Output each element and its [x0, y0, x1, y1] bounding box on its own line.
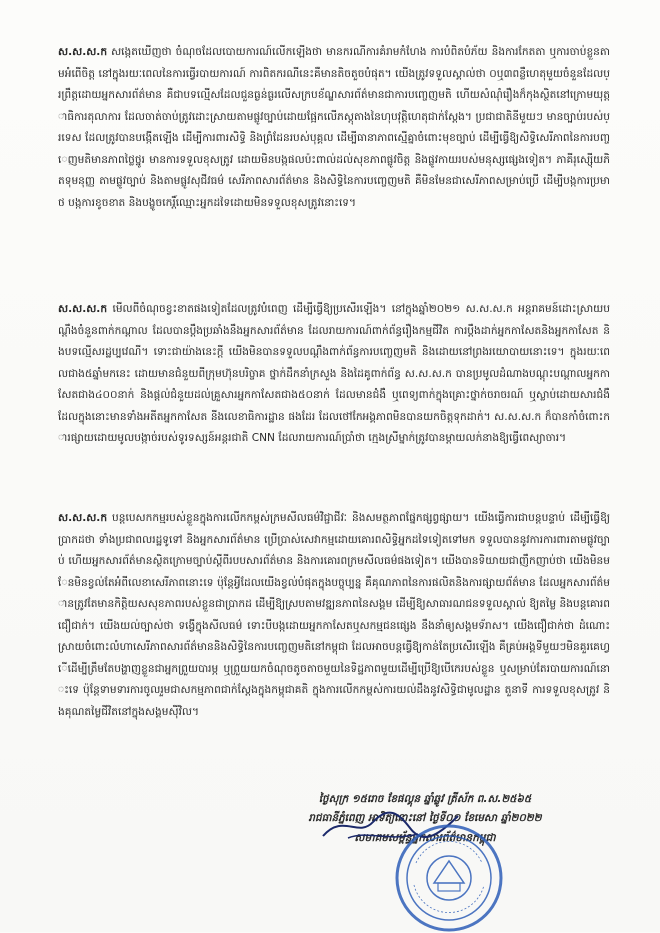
- paragraph-lead: ស.ស.ស.ក: [58, 46, 108, 58]
- paragraph-text: សង្កេតឃើញថា ចំណុចដែលបោយការណ៍លើកឡើងថា មានករណីការគំរាមកំហែង ការបំពិតបំភ័យ និងការកែតតា ឬការចាប់ខ្លួនតាមអំពើចិត្ត នៅក្នុងរយៈពេលនៃការធ្វើរបាយការណ៍ ការពិតករណីនេះគឺមានតិចតួចបំផុត។ យើងត្រូវទទួលស្គាល់ថា ០ឬ៣ពន្លឺហេតុមួយចំនួនដែលប្រព្រឹត្តដោយអ្នកសារព័ត៌មាន គឺជាបទល្មើសដែលជួនធ្ងន់ធ្ងរលើសក្របខ័ណ្ឌសារព័ត៌មានជាការបញ្ចេញមតិ ហើយសំណុំរឿងក៏កុងស្ថិតនៅក្រោមយុត្តាធិការតុលាការ ដែលចាត់ចាប់ត្រូវដោះស្រាយតាមផ្លូវច្បាប់ដោយផ្អែកលើភស្តុតាងនៃហុបវុត្តិហេតុជាក់ស្តែង។ ប្រជាជាតិនីមួយៗ មានច្បាប់របស់ប្រទេស ដែលត្រូវបានបង្កើតឡើង ដើម្បីការពារសិទ្ធិ និងព្រំដែនរបស់បុគ្គល ដើម្បីធានាភាពស្មើគ្នាចំពោះមុខច្បាប់ ដើម្បីធ្វើឱ្យសិទ្ធិសេរីភាពនៃការបញ្ចេញមតិមានភាពថ្លៃថ្នូរ មានការទទួលខុសត្រូវ ដោយមិនបង្កផលប៉ះពាល់ដល់សុខភាពផ្លូវចិត្ត និងផ្លូវកាយរបស់មនុស្សផ្សេងទៀត។ ភាគីរុស្ស៊ើយភិតទុមនុញ្ញ តាមផ្លូវច្បាប់ និងតាមផ្លូវសុជីវធម៌ សេរីភាពសារព័ត៌មាន និងសិទ្ធិនៃការបញ្ចេញមតិ គឺមិនមែនជាសេរីភាពសម្រាប់ប្រើ ដើម្បីបង្កការប្រមាថ បង្កការខូចខាត និងបង្ខូចកេរ្តិ៍ឈ្មោះអ្នកដទៃដោយមិនទទួលខុសត្រូវនោះទេ។: [58, 46, 610, 209]
- paragraph-1: [58, 42, 610, 290]
- document-body: [58, 42, 610, 815]
- paragraph-lead: ស.ស.ស.ក: [58, 512, 108, 524]
- paragraph-2: [58, 299, 610, 499]
- paragraph-3: [58, 508, 610, 806]
- paragraph-text: បន្តបេសកកម្មរបស់ខ្លួនក្នុងការលើកកម្ពស់ក្រមសីលធម៌វិជ្ជាជីវៈ និងសមត្ថភាពផ្នែកផ្សព្វផ្សាយ។ យើងធ្វើការជាបន្តបន្ទាប់ ដើម្បីធ្វើឱ្យប្រាកដថា ទាំងប្រជាពលរដ្ឋទូទៅ និងអ្នកសារព័ត៌មាន ប្រើប្រាស់សេវាកម្មដោយគោរពសិទ្ធិអ្នកដទៃទៀតទៅមក ទទួលបាននូវការការពារតាមផ្លូវច្បាប់ ហើយអ្នកសារព័ត៌មានស្ថិតក្រោមច្បាប់ស្តីពីរបបសារព័ត៌មាន និងការគោរពក្រមសីលធម៌ផងទៀត។ យើងបានទិយាយជាញឹកញាប់ថា យើងមិនមែនមិនខ្វល់តែអំពីលេខាសេរីភាពនោះទេ ប៉ុន្តែអ្វីដែលយើងខ្វល់បំផុតក្នុងបច្ចុប្បន្ន គឺគុណភាពនៃការផលិតនិងការផ្សាយព័ត៌មាន ដែលអ្នកសារព័ត៌មានត្រូវតែមានកិត្តិយសសុខភាពរបស់ខ្លួនជាប្រាកដ ដើម្បីឱ្យស្របតាមវឌ្ឍនភាពនៃសង្គម ដើម្បីឱ្យសាធារណជនទទួលស្គាល់ ឱ្យតម្លៃ និងបន្តគោរពជឿជាក់។ យើងយល់ច្បាស់ថា ទង្វើក្នុងសីលធម៌ ទោះបីបង្កដោយអ្នកកាសែតឬសកម្មជនផ្សេង នឹងនាំឲ្យសង្គមទ័រាស។ យើងជឿជាក់ថា ដំណោះស្រាយចំពោះលំហាសេរីភាពសារព័ត៌មាននិងសិទ្ធិនៃការបញ្ចេញមតិនៅកម្ពុជា ដែលអាចបន្តធ្វើឱ្យកាន់តែប្រសើរឡើង គឺគ្រប់អង្គទីមួយៗមិនគួរគេហ្វើដើម្បីត្រឹមតែបង្ហាញខ្លួនជាអ្នកព្រួយបារម្ភ ឬព្រួយយកចំណុចតូចតាចមួយនៃទិដ្ឋភាពមួយដើម្បីប្រើឱ្យបើកេរបស់ខ្លួន ឬសម្រាប់តែរបាយការណ៍នោះទេ ប៉ុន្តែទាមទារការចូលរួមជាសកម្មភាពជាក់ស្តែងក្នុងកម្ពុជាគតិ ក្នុងការលើកកម្ពស់ការយល់ដឹងនូវសិទ្ធិជាមូលដ្ឋាន តួនាទី ការទទួលខុសត្រូវ និងគុណតម្លៃជីវិតនៅក្នុងសង្គមស៊ីវិល។: [58, 512, 610, 718]
- organization-seal: [394, 823, 504, 933]
- lunar-date: ថ្ងៃសុក្រ ១៥រោច ខែផល្គុន ឆ្នាំឆ្លូវ ត្រីស័ក ព.ស.២៥៦៥: [318, 793, 532, 805]
- organization-name: សមាគមសម្ព័ន្ធអ្នកសារព័ត៌មានកម្ពុជា: [354, 832, 496, 844]
- place-and-date: រាជធានីភ្នំពេញ អាទិត្យនោះនៅ ថ្ងៃទី០១ ខែមេសា ឆ្នាំ២០២២: [308, 812, 542, 824]
- paragraph-lead: ស.ស.ស.ក: [58, 303, 108, 315]
- paragraph-text: មើលពីចំណុចខ្វះខាតផងទៀតដែលត្រូវបំពេញ ដើម្បីធ្វើឱ្យប្រសើរឡើង។ នៅក្នុងឆ្នាំ២០២១ ស.ស.ស.ក អន្តរាគមន៍ដោះស្រាយបណ្តឹងចំនួនពាក់កណ្តាល ដែលបានប្តឹងប្រឆាំងនឹងអ្នកសារព័ត៌មាន ដែលរាយការណ៍ពាក់ព័ន្ធរឿងកម្មជីវិត ការប្តឹងដាក់អ្នកកាសែតនិងអ្នកកាសែត និងបទល្មើសរដ្ឋប្បវេណី។ ទោះជាយ៉ាងនេះក្តី យើងមិនបានទទួលបណ្តឹងពាក់ព័ន្ធការបញ្ចេញមតិ និងដោយនៅព្រងរយោបាយនោះទេ។ ក្នុងរយៈពេលជាង៥ឆ្នាំមកនេះ ដោយមានជំនួយពីក្រុមហ៊ុនបរិច្ចាគ ថ្នាក់ដឹកនាំក្រសួង និងដៃគូពាក់ព័ន្ធ ស.ស.ស.ក បានប្រមូលដំណាងបណ្តុះបណ្តាលអ្នកកាសែតជាង៤០០នាក់ និងផ្តល់ជំនួយដល់គ្រួសារអ្នកកាសែតជាង៥០នាក់ ដែលមានជំងឺ ឬពេទ្យពាក់ក្នុងគ្រោះថ្នាក់ចរាចរណ៍ ឬស្លាប់ដោយសារជំងឺ ដែលក្នុងនោះមានទាំងអតីតអ្នកកាសែត នីងលេខាធិការដ្ឋាន ផងដែរ ដែលថៅកែអង្គភាពមិនបានយកចិត្តទុកដាក់។ ស.ស.ស.ក ក៏បានកាំចំពោះការផ្សាយដោយមូលបង្កាច់របស់ទូរទស្សន៍អន្តរជាតិ CNN ដែលរាយការណ៍ប្រាំថា ក្មេងស្រីម្នាក់ត្រូវបានម្តាយលក់នាងឱ្យធ្វើពេស្យាចារ។: [58, 303, 610, 444]
